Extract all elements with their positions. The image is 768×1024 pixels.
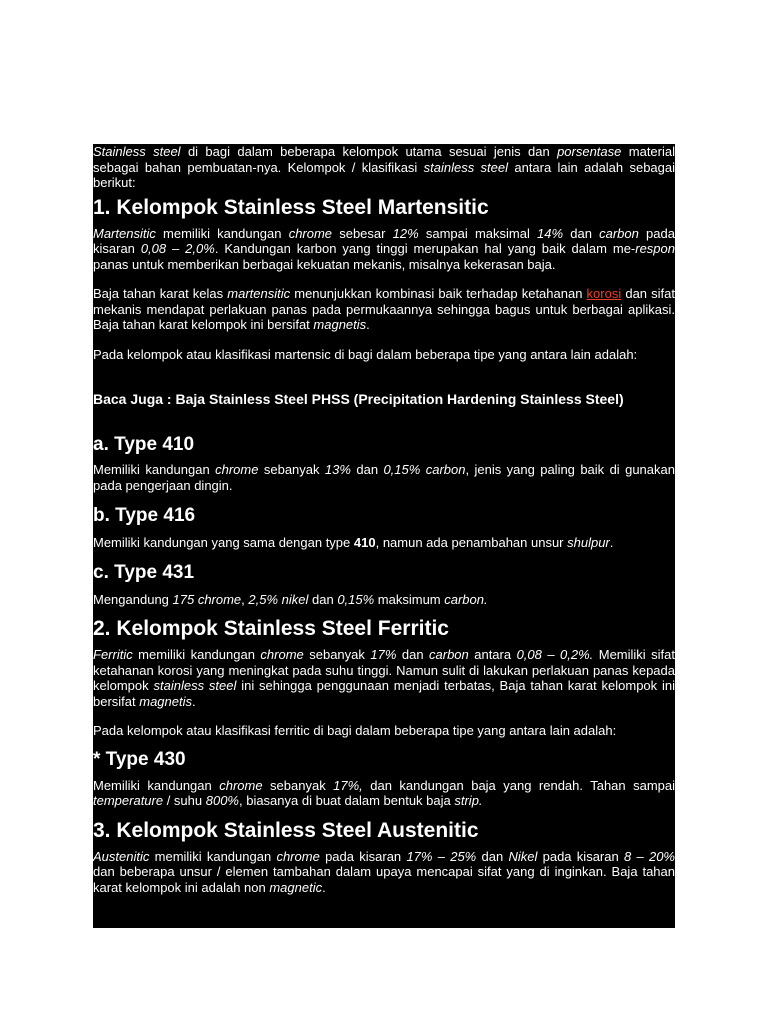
heading-type-410: a. Type 410 xyxy=(93,434,195,455)
heading-type-430: * Type 430 xyxy=(93,748,186,770)
intro-paragraph: Stainless steel di bagi dalam beberapa kelompok utama sesuai jenis dan porsentase material sebagai bahan pembuatan-nya. Kelompok / klasifikasi stainless steel antara lain adalah sebagai berikut: xyxy=(93,144,676,190)
ferritic-paragraph-1: Ferritic memiliki kandungan chrome sebanyak 17% dan carbon antara 0,08 – 0,2%. Memiliki sifat ketahanan korosi yang meningkat pada suhu tinggi. Namun sulit di lakukan perlakuan panas kepada kelompok stainless steel ini sehingga penggunaan menjadi terbatas, Baja tahan karat kelompok ini bersifat magnetis. xyxy=(93,647,675,709)
heading-type-431: c. Type 431 xyxy=(93,561,195,583)
heading-martensitic: 1. Kelompok Stainless Steel Martensitic xyxy=(93,195,489,219)
type-416-paragraph: Memiliki kandungan yang sama dengan type 410, namun ada penambahan unsur shulpur. xyxy=(93,535,614,550)
type-410-paragraph: Memiliki kandungan chrome sebanyak 13% dan 0,15% carbon, jenis yang paling baik di gunakan pada pengerjaan dingin. xyxy=(93,462,675,493)
martensitic-paragraph-2: Baja tahan karat kelas martensitic menunjukkan kombinasi baik terhadap ketahanan korosi dan sifat mekanis mendapat perlakuan panas pada permukaannya sehingga bagus untuk berbagai aplikasi. Baja tahan karat kelompok ini bersifat magnetis. xyxy=(93,286,675,332)
ferritic-paragraph-2: Pada kelompok atau klasifikasi ferritic di bagi dalam beberapa tipe yang antara lain adalah: xyxy=(93,723,617,738)
martensitic-paragraph-1: Martensitic memiliki kandungan chrome sebesar 12% sampai maksimal 14% dan carbon pada kisaran 0,08 – 2,0%. Kandungan karbon yang tinggi merupakan hal yang baik dalam me-respon panas untuk memberikan berbagai kekuatan mekanis, misalnya kekerasan baja. xyxy=(93,225,675,272)
heading-ferritic: 2. Kelompok Stainless Steel Ferritic xyxy=(93,617,449,640)
korosi-link[interactable]: korosi xyxy=(586,286,622,301)
type-431-paragraph: Mengandung 175 chrome, 2,5% nikel dan 0,15% maksimum carbon. xyxy=(93,591,488,607)
austenitic-paragraph-1: Austenitic memiliki kandungan chrome pada kisaran 17% – 25% dan Nikel pada kisaran 8 – 20% dan beberapa unsur / elemen tambahan dalam upaya mencapai sifat yang di inginkan. Baja tahan karat kelompok ini adalah non magnetic. xyxy=(93,848,675,895)
document-page xyxy=(93,144,675,928)
martensitic-paragraph-3: Pada kelompok atau klasifikasi martensic di bagi dalam beberapa tipe yang antara lain adalah: xyxy=(93,346,638,362)
baca-juga-link[interactable]: Baca Juga : Baja Stainless Steel PHSS (Precipitation Hardening Stainless Steel) xyxy=(93,391,624,407)
type-430-paragraph: Memiliki kandungan chrome sebanyak 17%, dan kandungan baja yang rendah. Tahan sampai temperature / suhu 800%, biasanya di buat dalam bentuk baja strip. xyxy=(93,777,676,808)
heading-austenitic: 3. Kelompok Stainless Steel Austenitic xyxy=(93,818,479,842)
heading-type-416: b. Type 416 xyxy=(93,505,196,526)
